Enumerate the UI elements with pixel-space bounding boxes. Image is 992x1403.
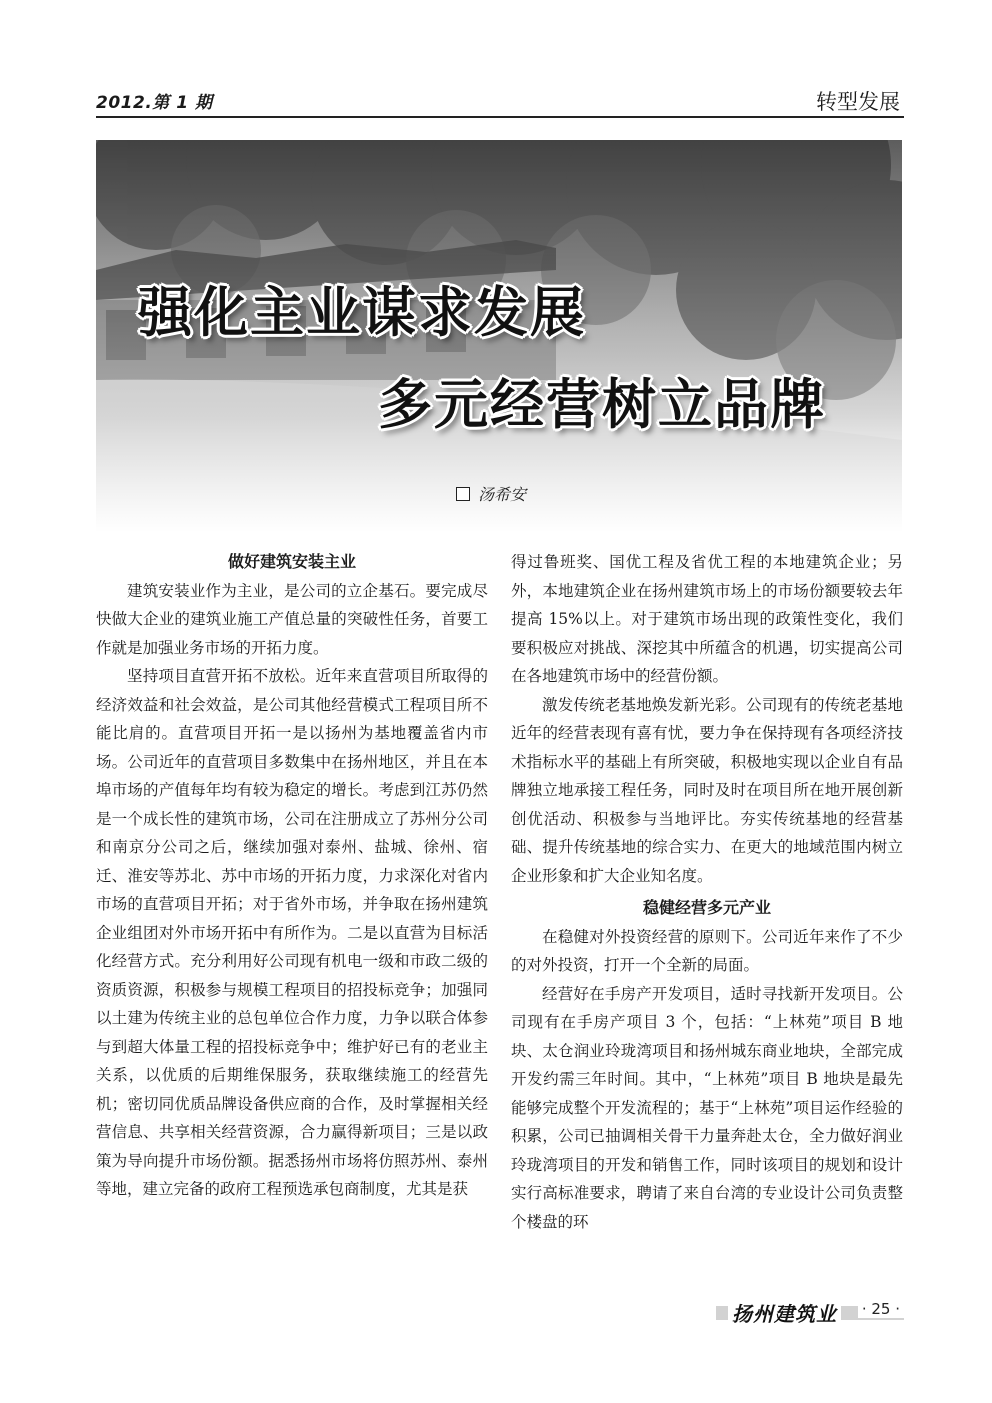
- author-name: 汤希安: [478, 485, 527, 504]
- section-heading-construction: 做好建筑安装主业: [227, 552, 356, 571]
- page-footer: [716, 1298, 904, 1328]
- banner-image: [96, 140, 902, 532]
- author-byline: [456, 482, 526, 505]
- square-icon: [456, 487, 470, 501]
- section-label: 转型发展: [816, 90, 900, 114]
- right-column: [511, 548, 903, 1236]
- page-number: · 25 ·: [858, 1300, 904, 1318]
- paragraph: 坚持项目直营开拓不放松。近年来直营项目所取得的经济效益和社会效益，是公司其他经营模式工程项目所不能比肩的。直营项目开拓一是以扬州为基地覆盖省内市场。公司近年的直营项目多数集中在扬州地区，并且在本埠市场的产值每年均有较为稳定的增长。考虑到江苏仍然是一个成长性的建筑市场，公司在注册成立了苏州分公司和南京分公司之后，继续加强对泰州、盐城、徐州、宿迁、淮安等苏北、苏中市场的开拓力度，力求深化对省内市场的直营项目开拓；对于省外市场，并争取在扬州建筑企业组团对外市场开拓中有所作为。二是以直营为目标活化经营方式。充分利用好公司现有机电一级和市政二级的资质资源，积极参与规模工程项目的招投标竞争；加强同以土建为传统主业的总包单位合作力度，力争以联合体参与到超大体量工程的招投标竞争中；维护好已有的老业主关系，以优质的后期维保服务，获取继续施工的经营先机；密切同优质品牌设备供应商的合作，及时掌握相关经营信息、共享相关经营资源，合力赢得新项目；三是以政策为导向提升市场份额。据悉扬州市场将仿照苏州、泰州等地，建立完备的政府工程预选承包商制度，尤其是获: [96, 667, 488, 1198]
- header-rule: [96, 116, 904, 118]
- paragraph: 经营好在手房产开发项目，适时寻找新开发项目。公司现有在手房产项目 3 个，包括：“上林苑”项目 B 地块、太仓润业玲珑湾项目和扬州城东商业地块，全部完成开发约需三年时间。其中，“上林苑”项目 B 地块是最先能够完成整个开发流程的；基于“上林苑”项目运作经验的积累，公司已抽调相关骨干力量奔赴太仓，全力做好润业玲珑湾项目的开发和销售工作，同时该项目的规划和设计实行高标准要求，聘请了来自台湾的专业设计公司负责整个楼盘的环: [511, 984, 903, 1231]
- left-column: [96, 548, 488, 1204]
- page-header: [96, 86, 904, 116]
- magazine-logo: 扬州建筑业: [728, 1298, 841, 1327]
- paragraph: 在稳健对外投资经营的原则下。公司近年来作了不少的对外投资，打开一个全新的局面。: [511, 927, 903, 974]
- section-heading-diversified: 稳健经营多元产业: [642, 898, 771, 917]
- issue-label: 2012.第 1 期: [96, 93, 213, 113]
- article-title-line2: 多元经营树立品牌: [378, 373, 826, 436]
- article-title-line1: 强化主业谋求发展: [138, 281, 586, 344]
- paragraph: 激发传统老基地焕发新光彩。公司现有的传统老基地近年的经营表现有喜有忧，要力争在保持现有各项经济技术指标水平的基础上有所突破，积极地实现以企业自有品牌独立地承接工程任务，同时及时在项目所在地开展创新创优活动、积极参与当地评比。夯实传统基地的经营基础、提升传统基地的综合实力、在更大的地域范围内树立企业形象和扩大企业知名度。: [511, 695, 903, 885]
- paragraph-continued: 得过鲁班奖、国优工程及省优工程的本地建筑企业；另外，本地建筑企业在扬州建筑市场上的市场份额要较去年提高 15%以上。对于建筑市场出现的政策性变化，我们要积极应对挑战、深挖其中所蕴含的机遇，切实提高公司在各地建筑市场中的经营份额。: [511, 553, 903, 685]
- paragraph: 建筑安装业作为主业，是公司的立企基石。要完成尽快做大企业的建筑业施工产值总量的突破性任务，首要工作就是加强业务市场的开拓力度。: [96, 581, 488, 657]
